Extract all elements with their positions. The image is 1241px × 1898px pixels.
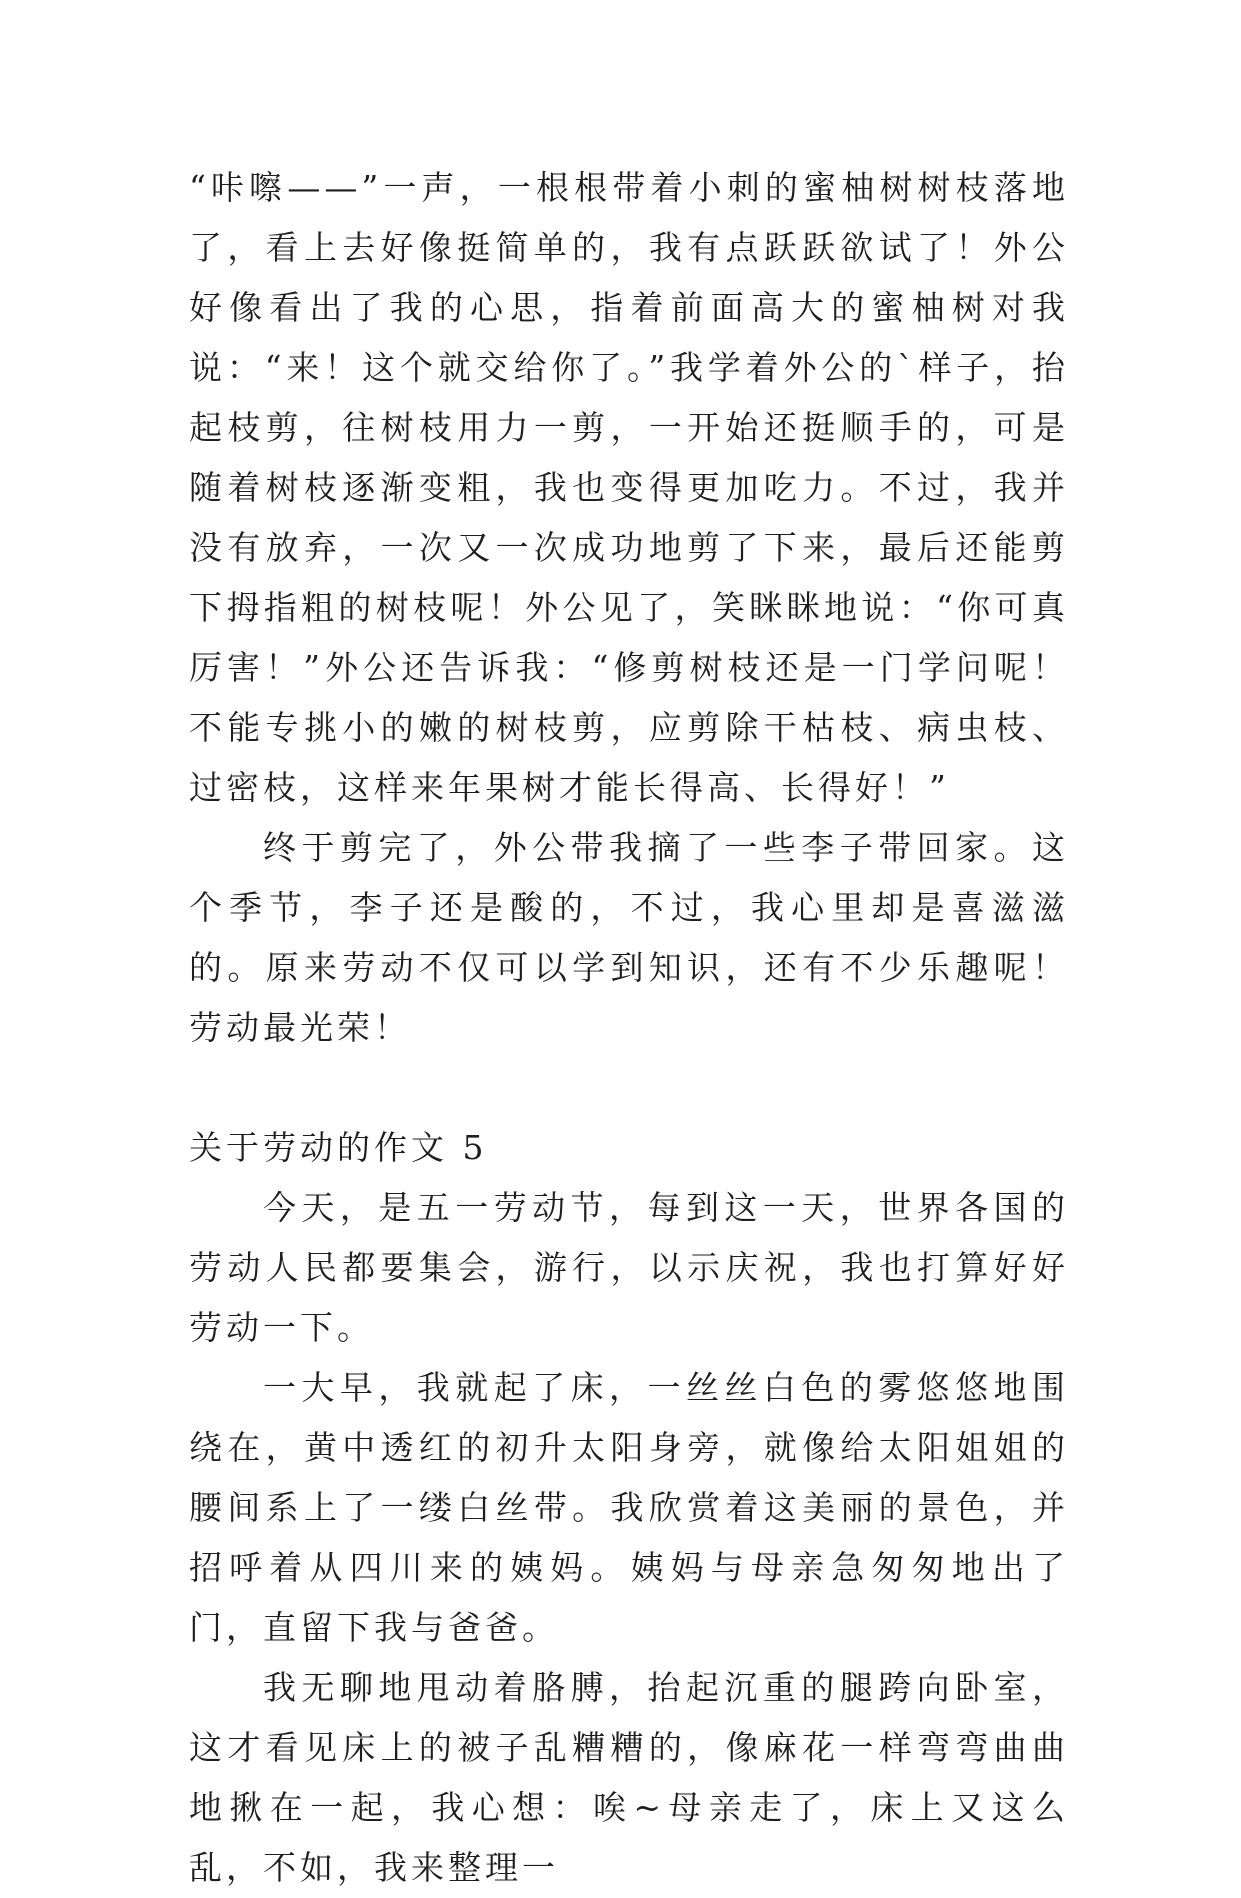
document-body <box>189 158 1069 1898</box>
paragraph-conclusion: 终于剪完了，外公带我摘了一些李子带回家。这个季节，李子还是酸的，不过，我心里却是喜滋滋的。原来劳动不仅可以学到知识，还有不少乐趣呢！劳动最光荣！ <box>189 828 1069 1047</box>
paragraph-morning: 一大早，我就起了床，一丝丝白色的雾悠悠地围绕在，黄中透红的初升太阳身旁，就像给太阳姐姐的腰间系上了一缕白丝带。我欣赏着这美丽的景色，并招呼着从四川来的姨妈。姨妈与母亲急匆匆地出了门，直留下我与爸爸。 <box>189 1368 1069 1647</box>
paragraph-bedroom: 我无聊地甩动着胳膊，抬起沉重的腿跨向卧室，这才看见床上的被子乱糟糟的，像麻花一样弯弯曲曲地揪在一起，我心想：唉~母亲走了，床上又这么乱，不如，我来整理一 <box>189 1668 1069 1887</box>
paragraph-intro: 今天，是五一劳动节，每到这一天，世界各国的劳动人民都要集会，游行，以示庆祝，我也打算好好劳动一下。 <box>189 1188 1069 1347</box>
essay-title: 关于劳动的作文 5 <box>189 1128 488 1167</box>
paragraph-continuation: “咔嚓——”一声，一根根带着小刺的蜜柚树树枝落地了，看上去好像挺简单的，我有点跃跃欲试了！外公好像看出了我的心思，指着前面高大的蜜柚树对我说：“来！这个就交给你了。”我学着外公的`样子，抬起枝剪，往树枝用力一剪，一开始还挺顺手的，可是随着树枝逐渐变粗，我也变得更加吃力。不过，我并没有放弃，一次又一次成功地剪了下来，最后还能剪下拇指粗的树枝呢！外公见了，笑眯眯地说：“你可真厉害！”外公还告诉我：“修剪树枝还是一门学问呢！不能专挑小的嫩的树枝剪，应剪除干枯枝、病虫枝、过密枝，这样来年果树才能长得高、长得好！” <box>189 168 1069 807</box>
